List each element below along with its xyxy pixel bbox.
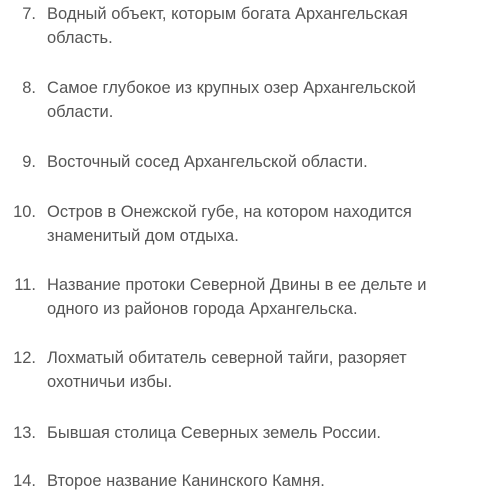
- item-text: Бывшая столица Северных земель России.: [47, 424, 382, 442]
- item-number: 12.: [13, 349, 36, 367]
- item-number: 14.: [13, 472, 36, 490]
- item-number: 7.: [22, 5, 36, 23]
- item-text: Название протоки Северной Двины в ее дельте и одного из районов города Архангельска.: [47, 276, 427, 318]
- item-text: Восточный сосед Архангельской области.: [47, 153, 368, 171]
- item-text: Второе название Канинского Камня.: [47, 472, 325, 490]
- item-number: 10.: [13, 203, 36, 221]
- item-text: Остров в Онежской губе, на котором находится знаменитый дом отдыха.: [47, 203, 412, 245]
- item-text: Самое глубокое из крупных озер Архангельской области.: [47, 79, 417, 121]
- item-text: Лохматый обитатель северной тайги, разоряет охотничьи избы.: [47, 349, 407, 391]
- item-number: 8.: [22, 79, 36, 97]
- item-text: Водный объект, которым богата Архангельская область.: [47, 5, 408, 47]
- item-number: 13.: [13, 424, 36, 442]
- item-number: 9.: [22, 153, 36, 171]
- item-number: 11.: [14, 276, 36, 294]
